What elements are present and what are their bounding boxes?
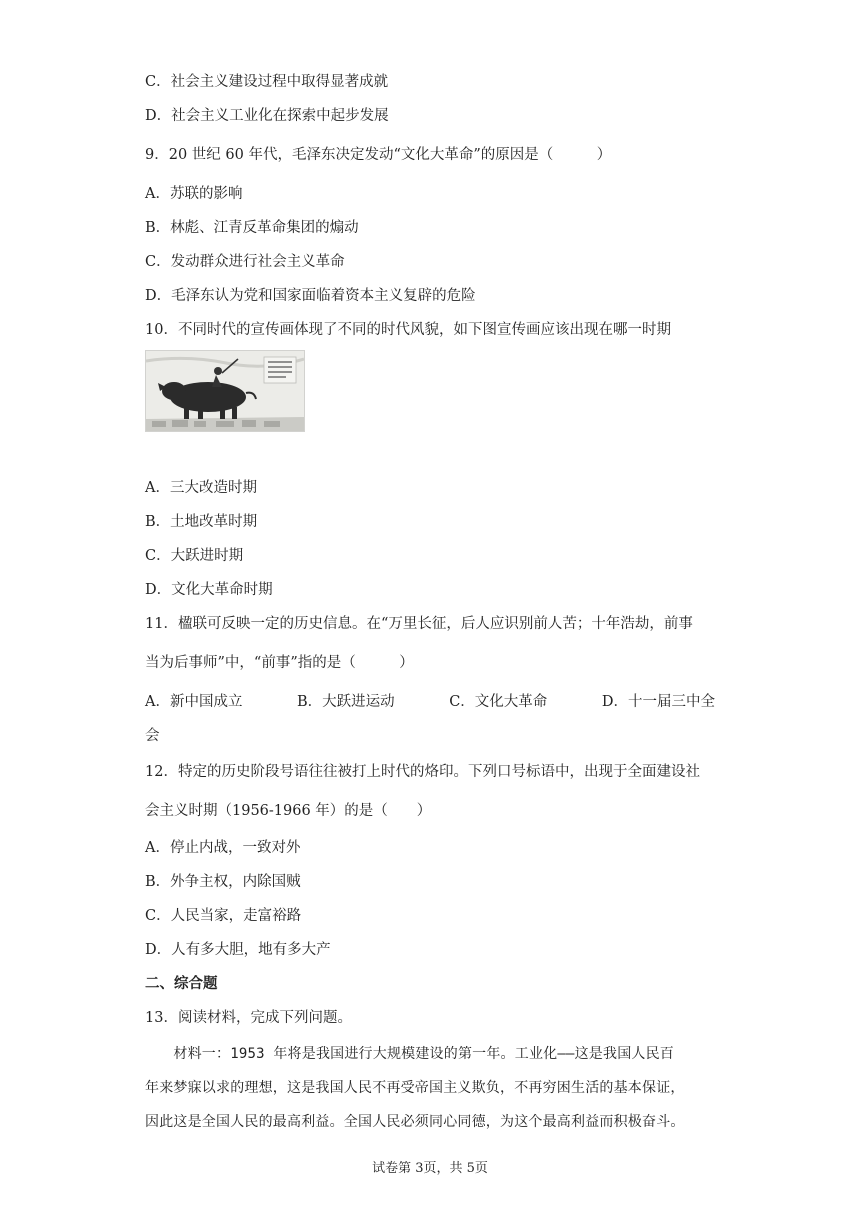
q11-option-a: A．新中国成立 bbox=[145, 694, 243, 710]
poster-illustration-icon bbox=[146, 351, 304, 431]
q10-stem: 10．不同时代的宣传画体现了不同的时代风貌，如下图宣传画应该出现在哪一时期 bbox=[145, 322, 671, 338]
q10-option-c: C．大跃进时期 bbox=[145, 548, 244, 564]
q11-option-d-continued: 会 bbox=[145, 728, 160, 744]
q13-stem: 13．阅读材料，完成下列问题。 bbox=[145, 1010, 352, 1026]
q12-stem-line2: 会主义时期（1956-1966 年）的是（ ） bbox=[145, 803, 432, 819]
q13-material-line3: 因此这是全国人民的最高利益。全国人民必须同心同德，为这个最高利益而积极奋斗。 bbox=[145, 1114, 685, 1130]
q11-option-b: B．大跃进运动 bbox=[297, 694, 395, 710]
q12-option-b: B．外争主权，内除国贼 bbox=[145, 874, 301, 890]
q9-option-d: D．毛泽东认为党和国家面临着资本主义复辟的危险 bbox=[145, 288, 476, 304]
q11-option-c: C．文化大革命 bbox=[449, 694, 548, 710]
page-footer: 试卷第 3页，共 5页 bbox=[372, 1161, 488, 1176]
q13-material-line2: 年来梦寐以求的理想，这是我国人民不再受帝国主义欺负，不再穷困生活的基本保证， bbox=[145, 1080, 685, 1096]
q10-option-a: A．三大改造时期 bbox=[145, 480, 257, 496]
section-title-comprehensive: 二、综合题 bbox=[145, 975, 218, 992]
q8-option-d: D．社会主义工业化在探索中起步发展 bbox=[145, 108, 389, 124]
q9-option-c: C．发动群众进行社会主义革命 bbox=[145, 254, 345, 270]
q13-material-line1: 材料一：1953 年将是我国进行大规模建设的第一年。工业化——这是我国人民百 bbox=[145, 1046, 674, 1062]
q11-options-row bbox=[145, 692, 715, 712]
q9-option-b: B．林彪、江青反革命集团的煽动 bbox=[145, 220, 359, 236]
q8-option-c: C．社会主义建设过程中取得显著成就 bbox=[145, 74, 389, 90]
q12-option-a: A．停止内战，一致对外 bbox=[145, 840, 301, 856]
q11-option-d: D．十一届三中全 bbox=[601, 694, 715, 710]
q11-stem-line1: 11．楹联可反映一定的历史信息。在“万里长征，后人应识别前人苦；十年浩劫，前事 bbox=[145, 616, 693, 632]
q9-option-a: A．苏联的影响 bbox=[145, 186, 243, 202]
q12-option-c: C．人民当家，走富裕路 bbox=[145, 908, 302, 924]
q10-option-b: B．土地改革时期 bbox=[145, 514, 258, 530]
q9-stem: 9．20 世纪 60 年代，毛泽东决定发动“文化大革命”的原因是（ ） bbox=[145, 147, 612, 163]
q12-option-d: D．人有多大胆，地有多大产 bbox=[145, 942, 331, 958]
propaganda-poster-image bbox=[145, 350, 305, 432]
q12-stem-line1: 12．特定的历史阶段号语往往被打上时代的烙印。下列口号标语中，出现于全面建设社 bbox=[145, 764, 700, 780]
q10-option-d: D．文化大革命时期 bbox=[145, 582, 273, 598]
q11-stem-line2: 当为后事师”中，“前事”指的是（ ） bbox=[145, 655, 414, 671]
